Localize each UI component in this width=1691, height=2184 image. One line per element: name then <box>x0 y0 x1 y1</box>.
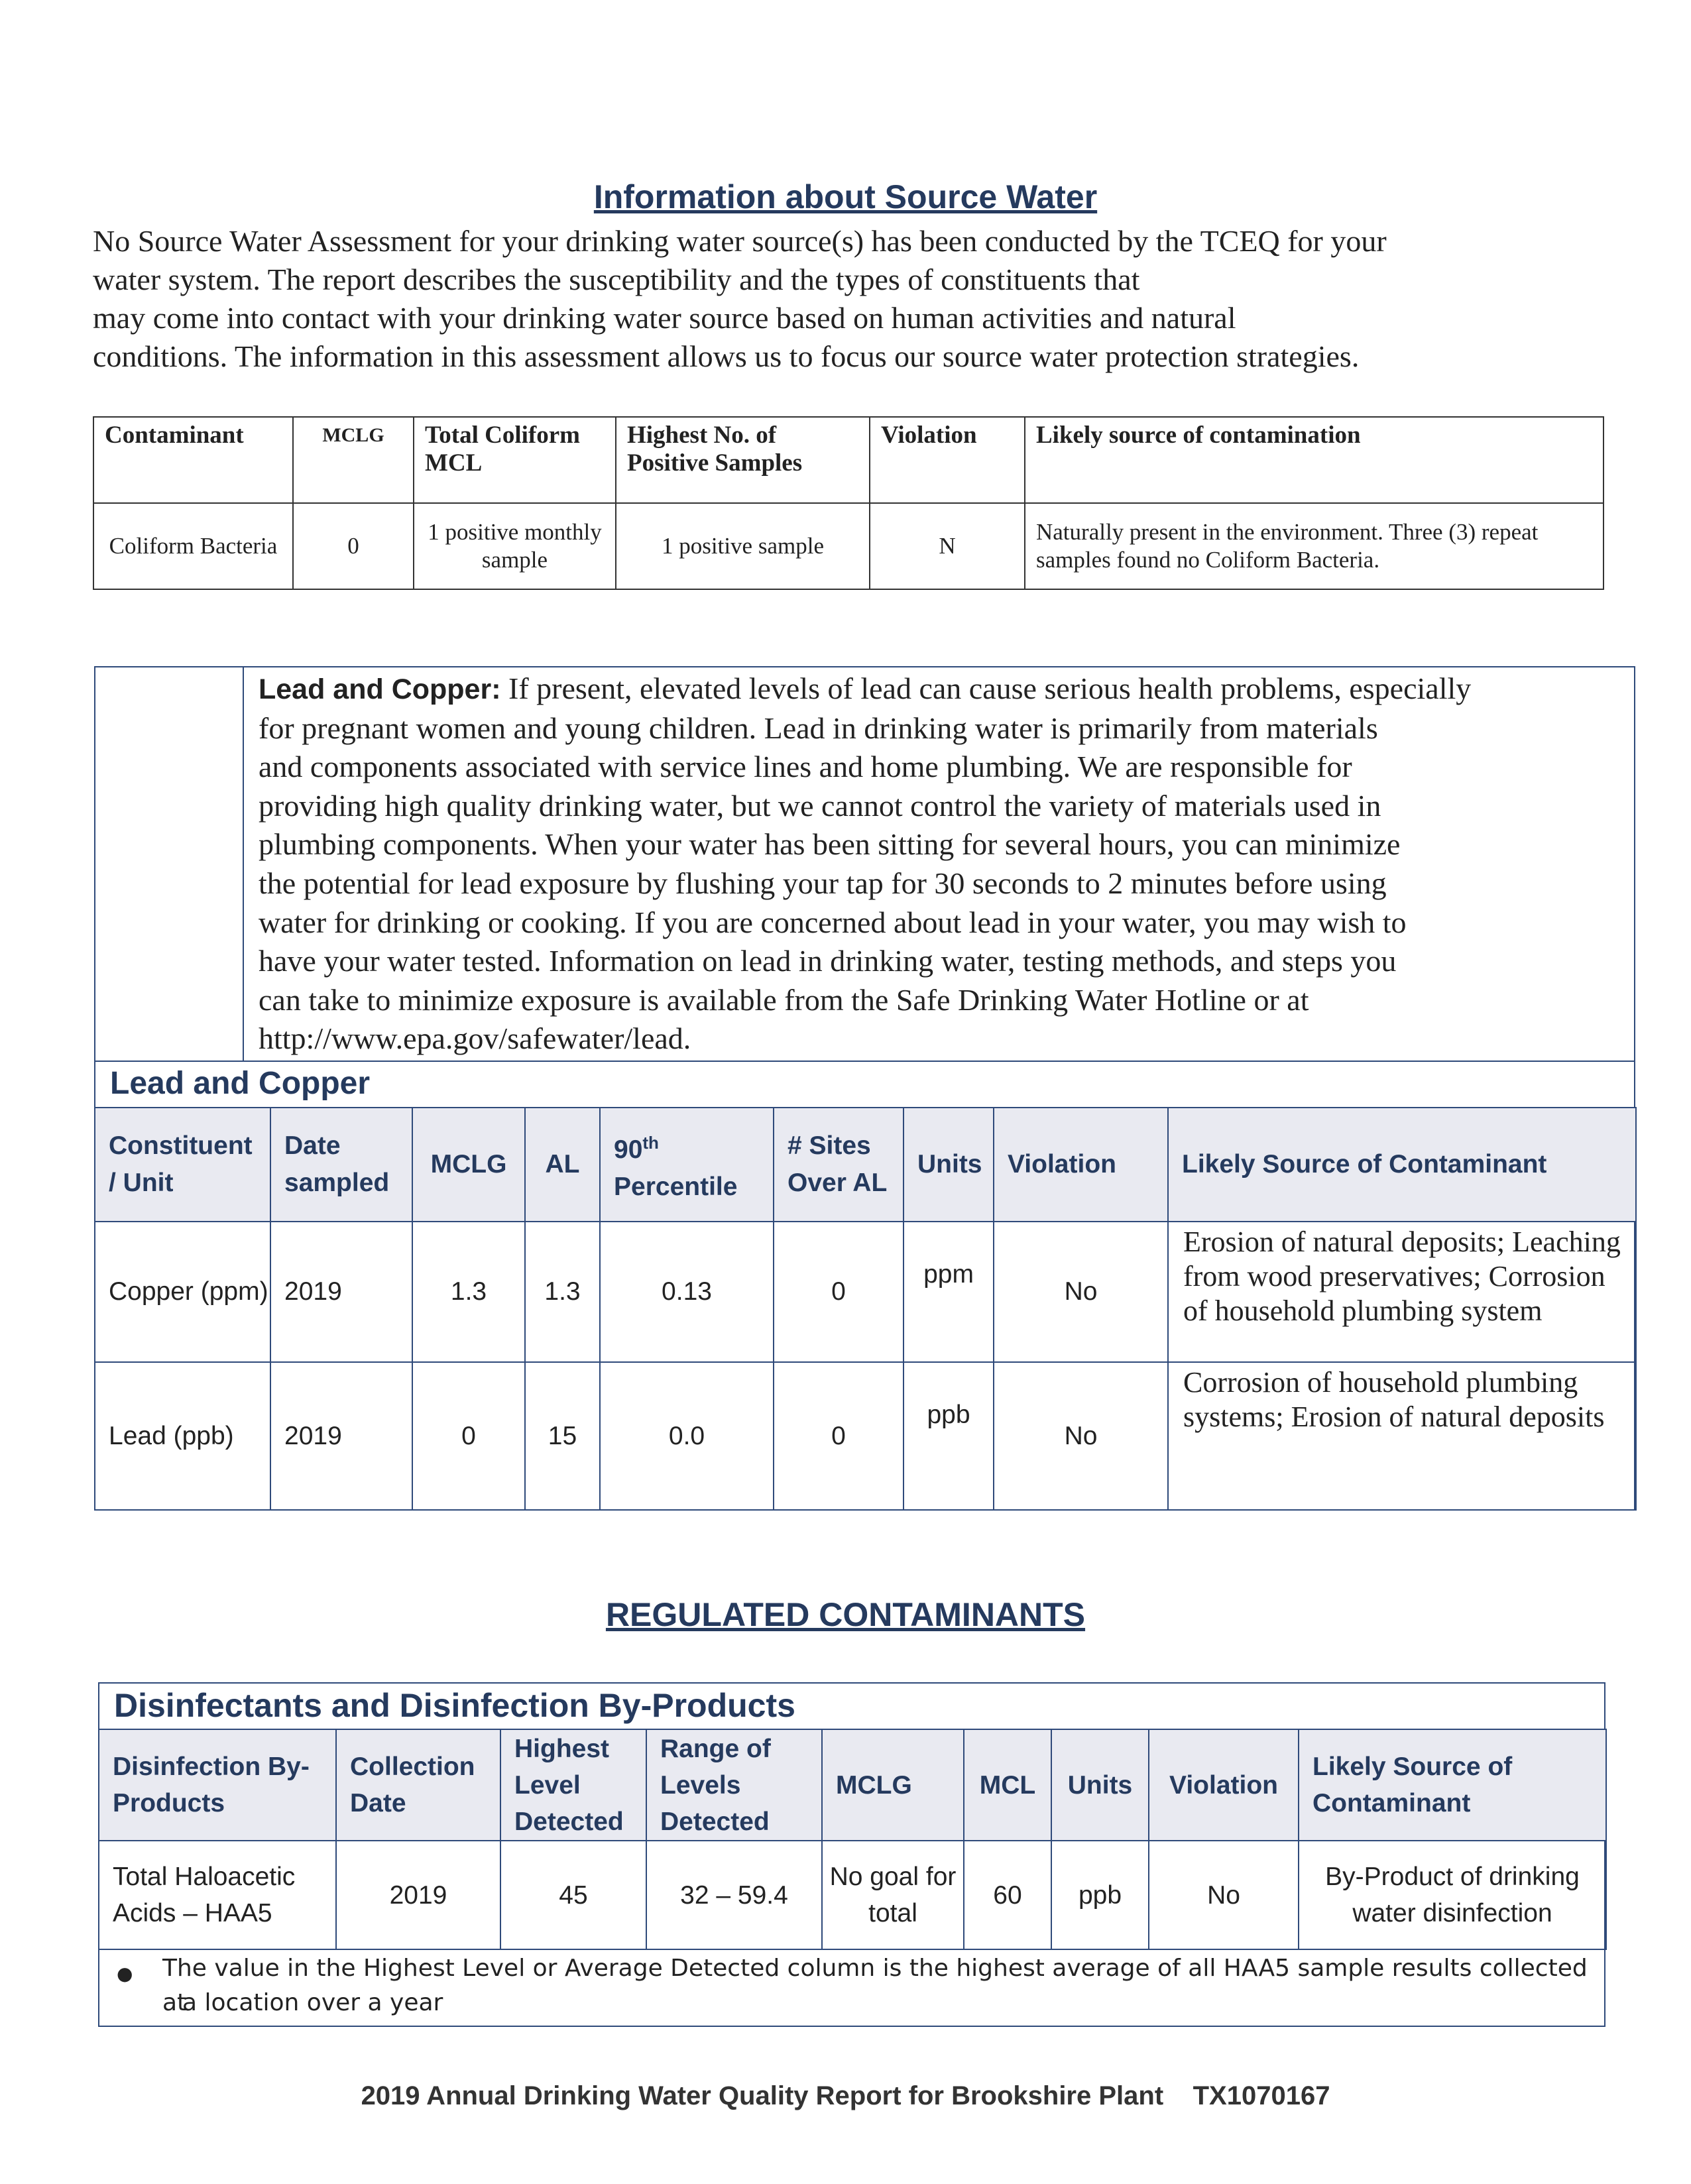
paragraph-line: providing high quality drinking water, but we cannot control the variety of materials used in <box>259 788 1381 823</box>
col-header-units: Units <box>1051 1729 1149 1841</box>
cell-source: Naturally present in the environment. Three (3) repeat samples found no Coliform Bacteria. <box>1025 503 1604 589</box>
cell-date: 2019 <box>336 1841 500 1949</box>
col-header-mclg: MCLG <box>293 417 414 503</box>
cell-range: 32 – 59.4 <box>646 1841 822 1949</box>
paragraph-line: and components associated with service lines and home plumbing. We are responsible for <box>259 750 1352 784</box>
col-header-al: AL <box>525 1108 600 1222</box>
lead-copper-table <box>94 1107 1637 1511</box>
paragraph-line: for pregnant women and young children. Lead in drinking water is primarily from materials <box>259 711 1378 745</box>
cell-violation: No <box>994 1222 1168 1362</box>
col-header-mclg: MCLG <box>412 1108 525 1222</box>
percentile-suffix: th <box>642 1132 659 1153</box>
cell-highest: 1 positive sample <box>616 503 870 589</box>
cell-sites: 0 <box>774 1222 904 1362</box>
cell-percentile: 0.0 <box>600 1362 774 1510</box>
lead-copper-label: Lead and Copper: <box>259 673 501 705</box>
cell-violation: No <box>994 1362 1168 1510</box>
page-footer: 2019 Annual Drinking Water Quality Report for Brookshire Plant TX1070167 <box>361 2081 1330 2110</box>
col-header-source: Likely Source of Contaminant <box>1299 1729 1606 1841</box>
col-header-date: Collection Date <box>336 1729 500 1841</box>
paragraph-line: plumbing components. When your water has been sitting for several hours, you can minimize <box>259 827 1401 862</box>
col-header-percentile <box>600 1108 774 1222</box>
paragraph-line: conditions. The information in this assessment allows us to focus our source water protection strategies. <box>93 339 1360 373</box>
cell-source: Corrosion of household plumbing systems; Erosion of natural deposits <box>1168 1362 1636 1510</box>
cell-mclg: 1.3 <box>412 1222 525 1362</box>
cell-violation: No <box>1149 1841 1299 1949</box>
col-header-sites: # Sites Over AL <box>774 1108 904 1222</box>
col-header-constituent: Constituent / Unit <box>95 1108 270 1222</box>
paragraph-line: the potential for lead exposure by flushing your tap for 30 seconds to 2 minutes before using <box>259 866 1387 900</box>
cell-highest: 45 <box>500 1841 646 1949</box>
cell-date: 2019 <box>270 1222 412 1362</box>
lead-copper-info <box>259 669 1637 1059</box>
cell-violation: N <box>870 503 1025 589</box>
cell-mclg: 0 <box>293 503 414 589</box>
paragraph-text: If present, elevated levels of lead can cause serious health problems, especially <box>500 671 1472 705</box>
col-header-date: Date sampled <box>270 1108 412 1222</box>
cell-constituent: Lead (ppb) <box>95 1362 270 1510</box>
table-row <box>93 503 1604 589</box>
col-header-violation: Violation <box>870 417 1025 503</box>
regulated-heading: REGULATED CONTAMINANTS <box>605 1596 1086 1633</box>
col-header-source: Likely Source of Contaminant <box>1168 1108 1636 1222</box>
paragraph-line: may come into contact with your drinking water source based on human activities and natural <box>93 301 1236 335</box>
cell-contaminant: Coliform Bacteria <box>93 503 293 589</box>
col-header-highest: Highest Level Detected <box>500 1729 646 1841</box>
cell-mcl: 60 <box>964 1841 1051 1949</box>
col-header-units: Units <box>904 1108 994 1222</box>
dbp-note <box>99 1951 1604 2026</box>
paragraph-line <box>259 669 1637 709</box>
cell-constituent: Copper (ppm) <box>95 1222 270 1362</box>
table-header-row <box>93 417 1604 503</box>
cell-source: By-Product of drinking water disinfection <box>1299 1841 1606 1949</box>
col-header-source: Likely source of contamination <box>1025 417 1604 503</box>
lead-copper-title: Lead and Copper <box>94 1061 1635 1108</box>
cell-mcl: 1 positive monthly sample <box>414 503 616 589</box>
bullet-icon: ● <box>117 1963 133 1984</box>
col-header-mcl: MCL <box>964 1729 1051 1841</box>
paragraph-line: have your water tested. Information on lead in drinking water, testing methods, and steps you <box>259 944 1397 978</box>
lead-copper-blank-cell <box>94 666 244 1062</box>
note-line: a location over a year <box>182 1989 443 2016</box>
paragraph-line: No Source Water Assessment for your drinking water source(s) has been conducted by the TCEQ for your <box>93 224 1387 258</box>
cell-units: ppb <box>904 1362 994 1510</box>
epa-link[interactable]: http://www.epa.gov/safewater/lead. <box>259 1021 691 1056</box>
col-header-mcl: Total Coliform MCL <box>414 417 616 503</box>
dbp-table <box>98 1729 1607 1950</box>
table-row <box>99 1841 1606 1949</box>
cell-sites: 0 <box>774 1362 904 1510</box>
source-water-heading: Information about Source Water <box>593 178 1098 215</box>
col-header-dbp: Disinfection By-Products <box>99 1729 336 1841</box>
cell-source: Erosion of natural deposits; Leaching from wood preservatives; Corrosion of household plumbing system <box>1168 1222 1636 1362</box>
note-line: The value in the Highest Level or Average Detected column is the highest average of all HAA5 sample results collected at <box>162 1955 1588 2016</box>
percentile-number: 90 <box>614 1135 643 1164</box>
paragraph-line: can take to minimize exposure is available from the Safe Drinking Water Hotline or at <box>259 982 1309 1017</box>
coliform-table <box>93 416 1604 590</box>
col-header-violation: Violation <box>994 1108 1168 1222</box>
table-header-row <box>99 1729 1606 1841</box>
dbp-title: Disinfectants and Disinfection By-Products <box>99 1684 1604 1730</box>
col-header-highest: Highest No. of Positive Samples <box>616 417 870 503</box>
cell-units: ppb <box>1051 1841 1149 1949</box>
cell-al: 15 <box>525 1362 600 1510</box>
cell-date: 2019 <box>270 1362 412 1510</box>
table-row <box>95 1362 1636 1510</box>
col-header-violation: Violation <box>1149 1729 1299 1841</box>
col-header-mclg: MCLG <box>822 1729 964 1841</box>
col-header-contaminant: Contaminant <box>93 417 293 503</box>
col-header-range: Range of Levels Detected <box>646 1729 822 1841</box>
cell-mclg: 0 <box>412 1362 525 1510</box>
cell-units: ppm <box>904 1222 994 1362</box>
paragraph-line: water for drinking or cooking. If you are concerned about lead in your water, you may wish to <box>259 905 1407 939</box>
table-row <box>95 1222 1636 1362</box>
cell-al: 1.3 <box>525 1222 600 1362</box>
cell-percentile: 0.13 <box>600 1222 774 1362</box>
table-header-row <box>95 1108 1636 1222</box>
paragraph-line: water system. The report describes the susceptibility and the types of constituents that <box>93 262 1140 296</box>
cell-name: Total Haloacetic Acids – HAA5 <box>99 1841 336 1949</box>
cell-mclg: No goal for total <box>822 1841 964 1949</box>
percentile-word: Percentile <box>614 1172 738 1201</box>
source-water-paragraph <box>93 222 1617 376</box>
